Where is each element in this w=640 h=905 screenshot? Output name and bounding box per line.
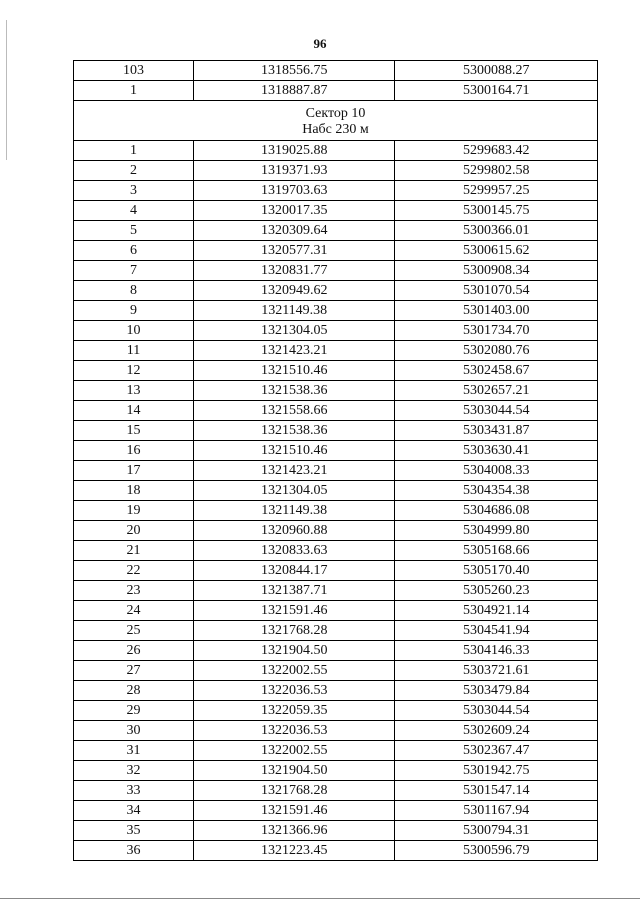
x-coordinate-cell: 1321538.36 — [193, 421, 395, 441]
table-row — [74, 841, 598, 861]
sector-header-group — [74, 101, 598, 141]
point-number-cell: 25 — [74, 621, 194, 641]
coordinates-table — [73, 60, 598, 861]
point-number-cell: 31 — [74, 741, 194, 761]
table-row — [74, 681, 598, 701]
x-coordinate-cell: 1322036.53 — [193, 721, 395, 741]
table-row — [74, 341, 598, 361]
x-coordinate-cell: 1320577.31 — [193, 241, 395, 261]
point-number-cell: 16 — [74, 441, 194, 461]
x-coordinate-cell: 1320017.35 — [193, 201, 395, 221]
point-number-cell: 17 — [74, 461, 194, 481]
point-number-cell: 35 — [74, 821, 194, 841]
table-row — [74, 61, 598, 81]
y-coordinate-cell: 5303431.87 — [395, 421, 598, 441]
table-row — [74, 721, 598, 741]
point-number-cell: 8 — [74, 281, 194, 301]
table-row — [74, 401, 598, 421]
x-coordinate-cell: 1322002.55 — [193, 741, 395, 761]
x-coordinate-cell: 1321904.50 — [193, 641, 395, 661]
table-row — [74, 601, 598, 621]
y-coordinate-cell: 5301403.00 — [395, 301, 598, 321]
sector-title: Сектор 10 — [305, 105, 366, 121]
table-row — [74, 641, 598, 661]
point-number-cell: 15 — [74, 421, 194, 441]
table-row — [74, 821, 598, 841]
y-coordinate-cell: 5305170.40 — [395, 561, 598, 581]
table-row — [74, 661, 598, 681]
y-coordinate-cell: 5304541.94 — [395, 621, 598, 641]
point-number-cell: 22 — [74, 561, 194, 581]
point-number-cell: 1 — [74, 81, 194, 101]
y-coordinate-cell: 5304354.38 — [395, 481, 598, 501]
y-coordinate-cell: 5302458.67 — [395, 361, 598, 381]
y-coordinate-cell: 5300794.31 — [395, 821, 598, 841]
table-row — [74, 241, 598, 261]
x-coordinate-cell: 1321768.28 — [193, 621, 395, 641]
sector-header-cell — [74, 101, 598, 141]
x-coordinate-cell: 1321304.05 — [193, 321, 395, 341]
table-row — [74, 541, 598, 561]
table-row — [74, 801, 598, 821]
x-coordinate-cell: 1320309.64 — [193, 221, 395, 241]
point-number-cell: 29 — [74, 701, 194, 721]
point-number-cell: 36 — [74, 841, 194, 861]
y-coordinate-cell: 5300908.34 — [395, 261, 598, 281]
x-coordinate-cell: 1321387.71 — [193, 581, 395, 601]
table-row — [74, 741, 598, 761]
table-row — [74, 461, 598, 481]
table-row — [74, 201, 598, 221]
point-number-cell: 28 — [74, 681, 194, 701]
table-row — [74, 561, 598, 581]
y-coordinate-cell: 5302367.47 — [395, 741, 598, 761]
x-coordinate-cell: 1318556.75 — [193, 61, 395, 81]
point-number-cell: 26 — [74, 641, 194, 661]
table-row — [74, 181, 598, 201]
table-row — [74, 301, 598, 321]
x-coordinate-cell: 1321149.38 — [193, 301, 395, 321]
x-coordinate-cell: 1321904.50 — [193, 761, 395, 781]
point-number-cell: 5 — [74, 221, 194, 241]
point-number-cell: 2 — [74, 161, 194, 181]
table-row — [74, 581, 598, 601]
x-coordinate-cell: 1321366.96 — [193, 821, 395, 841]
point-number-cell: 14 — [74, 401, 194, 421]
rows-before-group — [74, 61, 598, 101]
y-coordinate-cell: 5304921.14 — [395, 601, 598, 621]
y-coordinate-cell: 5303479.84 — [395, 681, 598, 701]
point-number-cell: 27 — [74, 661, 194, 681]
x-coordinate-cell: 1319025.88 — [193, 141, 395, 161]
y-coordinate-cell: 5304008.33 — [395, 461, 598, 481]
x-coordinate-cell: 1321591.46 — [193, 601, 395, 621]
y-coordinate-cell: 5304146.33 — [395, 641, 598, 661]
table-row — [74, 221, 598, 241]
x-coordinate-cell: 1321510.46 — [193, 361, 395, 381]
table-row — [74, 521, 598, 541]
table-row — [74, 81, 598, 101]
table-row — [74, 141, 598, 161]
y-coordinate-cell: 5305260.23 — [395, 581, 598, 601]
table-row — [74, 381, 598, 401]
y-coordinate-cell: 5300145.75 — [395, 201, 598, 221]
x-coordinate-cell: 1320960.88 — [193, 521, 395, 541]
point-number-cell: 32 — [74, 761, 194, 781]
y-coordinate-cell: 5304999.80 — [395, 521, 598, 541]
point-number-cell: 7 — [74, 261, 194, 281]
x-coordinate-cell: 1320844.17 — [193, 561, 395, 581]
table-row — [74, 421, 598, 441]
y-coordinate-cell: 5301734.70 — [395, 321, 598, 341]
x-coordinate-cell: 1320831.77 — [193, 261, 395, 281]
x-coordinate-cell: 1321768.28 — [193, 781, 395, 801]
y-coordinate-cell: 5300164.71 — [395, 81, 598, 101]
x-coordinate-cell: 1321591.46 — [193, 801, 395, 821]
y-coordinate-cell: 5303044.54 — [395, 701, 598, 721]
table-row — [74, 261, 598, 281]
x-coordinate-cell: 1321558.66 — [193, 401, 395, 421]
point-number-cell: 103 — [74, 61, 194, 81]
point-number-cell: 21 — [74, 541, 194, 561]
table-row — [74, 501, 598, 521]
y-coordinate-cell: 5299683.42 — [395, 141, 598, 161]
y-coordinate-cell: 5300615.62 — [395, 241, 598, 261]
x-coordinate-cell: 1321538.36 — [193, 381, 395, 401]
y-coordinate-cell: 5299802.58 — [395, 161, 598, 181]
y-coordinate-cell: 5305168.66 — [395, 541, 598, 561]
table-row — [74, 621, 598, 641]
y-coordinate-cell: 5300596.79 — [395, 841, 598, 861]
y-coordinate-cell: 5302609.24 — [395, 721, 598, 741]
x-coordinate-cell: 1322036.53 — [193, 681, 395, 701]
table-row — [74, 321, 598, 341]
point-number-cell: 23 — [74, 581, 194, 601]
point-number-cell: 9 — [74, 301, 194, 321]
y-coordinate-cell: 5302080.76 — [395, 341, 598, 361]
x-coordinate-cell: 1321423.21 — [193, 341, 395, 361]
x-coordinate-cell: 1321304.05 — [193, 481, 395, 501]
y-coordinate-cell: 5301942.75 — [395, 761, 598, 781]
y-coordinate-cell: 5303630.41 — [395, 441, 598, 461]
table-row — [74, 481, 598, 501]
x-coordinate-cell: 1319371.93 — [193, 161, 395, 181]
rows-after-group — [74, 141, 598, 861]
x-coordinate-cell: 1318887.87 — [193, 81, 395, 101]
table-row — [74, 781, 598, 801]
table-row — [74, 701, 598, 721]
point-number-cell: 34 — [74, 801, 194, 821]
point-number-cell: 20 — [74, 521, 194, 541]
point-number-cell: 1 — [74, 141, 194, 161]
point-number-cell: 30 — [74, 721, 194, 741]
y-coordinate-cell: 5303721.61 — [395, 661, 598, 681]
point-number-cell: 13 — [74, 381, 194, 401]
x-coordinate-cell: 1320833.63 — [193, 541, 395, 561]
table-row — [74, 161, 598, 181]
table-row — [74, 281, 598, 301]
y-coordinate-cell: 5300366.01 — [395, 221, 598, 241]
sector-height: Набс 230 м — [302, 121, 369, 137]
y-coordinate-cell: 5302657.21 — [395, 381, 598, 401]
y-coordinate-cell: 5301070.54 — [395, 281, 598, 301]
x-coordinate-cell: 1321423.21 — [193, 461, 395, 481]
point-number-cell: 6 — [74, 241, 194, 261]
x-coordinate-cell: 1321223.45 — [193, 841, 395, 861]
table-row — [74, 761, 598, 781]
y-coordinate-cell: 5304686.08 — [395, 501, 598, 521]
x-coordinate-cell: 1322002.55 — [193, 661, 395, 681]
y-coordinate-cell: 5303044.54 — [395, 401, 598, 421]
table-row — [74, 441, 598, 461]
point-number-cell: 33 — [74, 781, 194, 801]
point-number-cell: 11 — [74, 341, 194, 361]
point-number-cell: 10 — [74, 321, 194, 341]
y-coordinate-cell: 5301547.14 — [395, 781, 598, 801]
page-number: 96 — [313, 36, 327, 51]
x-coordinate-cell: 1320949.62 — [193, 281, 395, 301]
y-coordinate-cell: 5301167.94 — [395, 801, 598, 821]
x-coordinate-cell: 1319703.63 — [193, 181, 395, 201]
point-number-cell: 3 — [74, 181, 194, 201]
table-row — [74, 361, 598, 381]
y-coordinate-cell: 5300088.27 — [395, 61, 598, 81]
point-number-cell: 19 — [74, 501, 194, 521]
y-coordinate-cell: 5299957.25 — [395, 181, 598, 201]
point-number-cell: 18 — [74, 481, 194, 501]
point-number-cell: 4 — [74, 201, 194, 221]
x-coordinate-cell: 1321510.46 — [193, 441, 395, 461]
point-number-cell: 24 — [74, 601, 194, 621]
sector-header-row — [74, 101, 598, 141]
scan-edge-bottom — [0, 898, 640, 899]
point-number-cell: 12 — [74, 361, 194, 381]
x-coordinate-cell: 1321149.38 — [193, 501, 395, 521]
x-coordinate-cell: 1322059.35 — [193, 701, 395, 721]
